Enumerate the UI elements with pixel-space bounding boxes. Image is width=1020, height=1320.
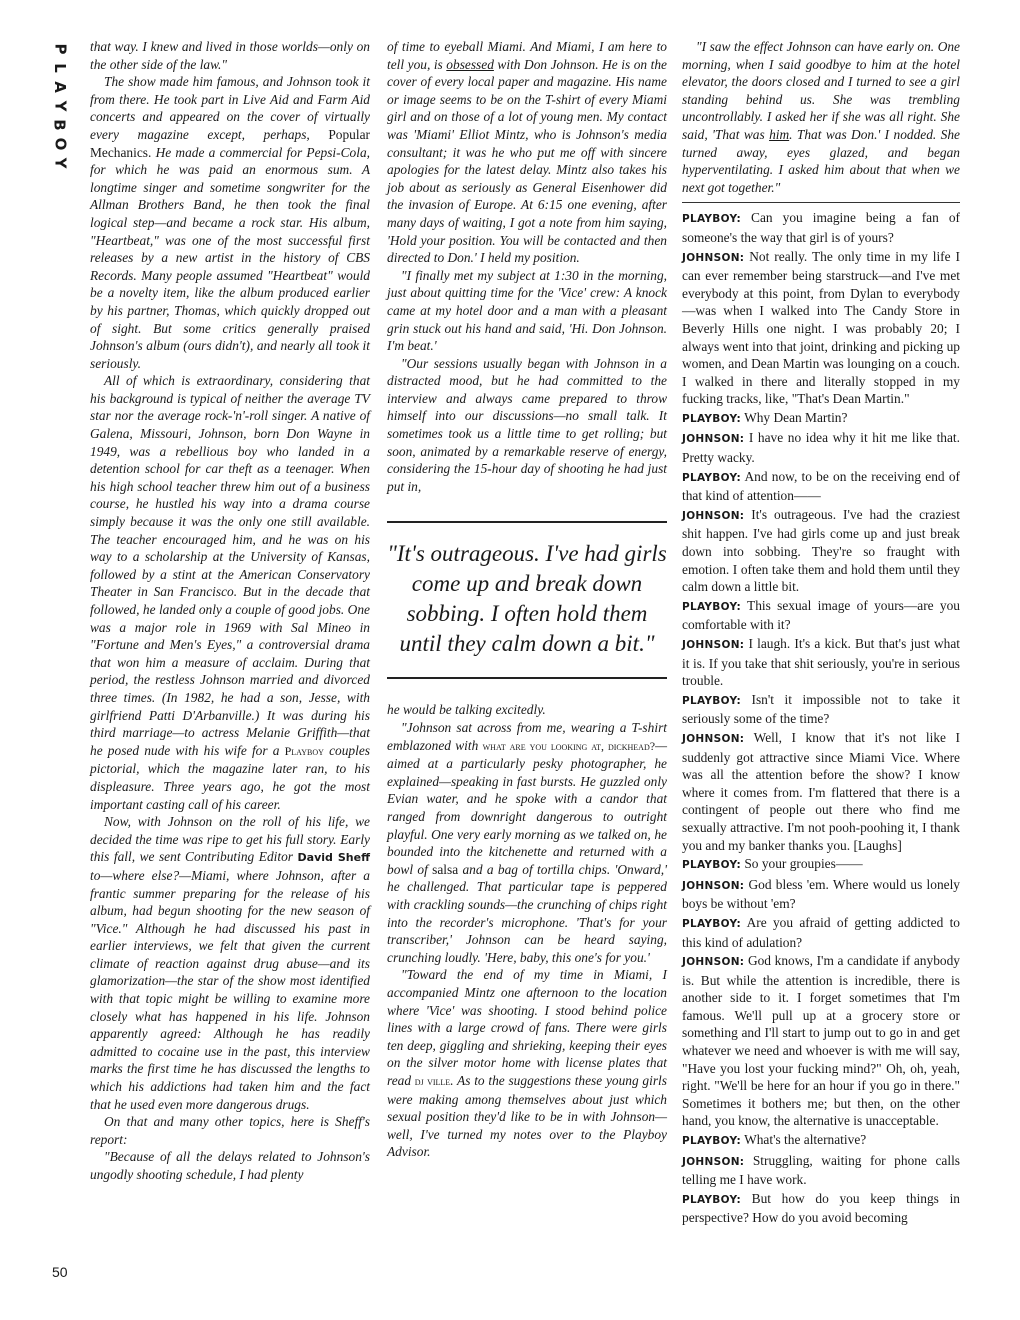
speaker-label: PLAYBOY: xyxy=(682,412,741,425)
speaker-text: This sexual image of yours—are you comfortable with it? xyxy=(682,597,960,633)
sidebar-letter: Y xyxy=(51,157,69,169)
interview-exchange xyxy=(682,409,960,429)
interview-exchange xyxy=(682,855,960,875)
text-span: "Johnson sat across from me, wearing a T-shirt emblazoned with xyxy=(387,720,667,753)
paragraph xyxy=(387,966,667,1161)
underlined-word: obsessed xyxy=(446,56,494,72)
speaker-label: PLAYBOY: xyxy=(682,917,741,930)
magazine-title: Popular Mechanics. xyxy=(90,126,370,160)
interview-exchange xyxy=(682,1190,960,1227)
interview-exchange xyxy=(682,876,960,913)
paragraph: "I finally met my subject at 1:30 in the morning, just about quitting time for the 'Vice' crew: A knock came at my hotel door and a man with a pleasant grin stuck out his hand and said, 'Hi. Don Johnson. I'm beat.' xyxy=(387,267,667,354)
speaker-label: JOHNSON: xyxy=(682,639,745,651)
paragraph: "Our sessions usually began with Johnson in a distracted mood, but he had committed to the interview and always came prepared to throw himself into our discussions—no small talk. It sometimes took us a little time to get rolling; but soon, animated by a remarkable reserve of energy, considering the 15-hour day of shooting he had just put in, xyxy=(387,355,667,494)
speaker-text: But how do you keep things in perspective? How do you avoid becoming xyxy=(682,1190,960,1226)
text-span: of time to eyeball Miami. And Miami, I am here to tell you, is xyxy=(387,39,667,72)
text-span: to—where else?—Miami, where Johnson, after a frantic summer preparing for the release of his album, had begun shooting for the new season of "Vice." Although he had discussed his past in earlier interviews, we felt that given the current climate of reaction against drug abuse—and its glamorization—the star of the show most identified with that topic might be willing to examine more closely what has happened in his life. Johnson apparently agreed: Although he has readily admitted to cocaine use in the past, this interview marks the first time he has discussed the lengths to which his addictions had taken him and the fact that he used even more dangerous drugs. xyxy=(90,867,370,1112)
speaker-label: PLAYBOY: xyxy=(682,213,741,226)
text-span: The show made him famous, and Johnson took it from there. He took part in Live Aid and Farm Aid concerts and appeared on the cover of virtually every magazine except, perhaps, xyxy=(90,74,370,142)
speaker-text: And now, to be on the receiving end of that kind of attention—— xyxy=(682,468,960,504)
page-number: 50 xyxy=(52,1264,68,1280)
paragraph: "Because of all the delays related to Johnson's ungodly shooting schedule, I had plenty xyxy=(90,1149,370,1182)
pull-quote: "It's outrageous. I've had girls come up and break down sobbing. I often hold them until they calm down a bit." xyxy=(387,521,667,679)
sidebar-letter: Y xyxy=(51,100,69,112)
speaker-text: God knows, I'm a candidate if anybody is. But while the attention is incredible, there is another side to it. I forget sometimes that I'm famous. We'll pull up at a grocery store or something and I'll start to jump out to go in and get whatever we need and whoever is with me will say, "Have you lost your fucking mind?" Oh, oh, yeah, right. "We'll be here for an hour if you go in there." Sometimes it bothers me; but then, on the other hand, you know, the alternative is unacceptable. xyxy=(682,953,960,1129)
interview-qa xyxy=(682,209,960,1227)
sidebar-letter: A xyxy=(50,81,69,93)
magazine-sidebar-title xyxy=(50,40,70,173)
paragraph: that way. I knew and lived in those worlds—only on the other side of the law." xyxy=(90,39,370,72)
paragraph xyxy=(90,73,370,372)
paragraph xyxy=(387,719,667,966)
speaker-label: JOHNSON: xyxy=(682,879,745,892)
interview-exchange xyxy=(682,691,960,728)
column-3 xyxy=(682,38,960,1228)
speaker-text: So your groupies—— xyxy=(744,856,863,872)
sidebar-letter: P xyxy=(51,43,69,55)
speaker-label: JOHNSON: xyxy=(682,251,745,264)
speaker-label: JOHNSON: xyxy=(682,433,745,446)
speaker-text: What's the alternative? xyxy=(744,1132,867,1148)
paragraph: On that and many other topics, here is Sheff's report: xyxy=(90,1114,370,1147)
interview-exchange xyxy=(682,1131,960,1151)
license-plate-text: dj ville xyxy=(414,1073,451,1088)
speaker-text: I laugh. It's a kick. But that's just what it is. If you take that shit seriously, you're in serious trouble. xyxy=(682,636,960,689)
sidebar-letter: L xyxy=(51,63,69,73)
speaker-label: JOHNSON: xyxy=(682,732,745,745)
interview-exchange xyxy=(682,729,960,854)
column-1 xyxy=(90,38,370,1184)
interview-exchange xyxy=(682,1152,960,1189)
speaker-label: JOHNSON: xyxy=(682,956,745,969)
text-span: and a bag of tortilla chips. 'Onward,' he challenged. That particular tape is peppered with crackling sounds—the crunching of chips right into the recorder's microphone. 'That's for your transcriber,' Johnson can be heard saying, crunching loudly. 'Here, baby, this one's for you.' xyxy=(387,861,667,965)
underlined-word: him xyxy=(769,126,790,142)
speaker-text: Well, I know that it's not like I suddenly got attractive since Miami Vice. Where was all the attention before the show? I know where it comes from. I'm flattered that there is a contingent of people out there who find me sexually attractive. I'm not pooh-poohing it, I thank you and my banker thanks you. [Laughs] xyxy=(682,729,960,853)
interview-exchange xyxy=(682,248,960,408)
text-span: "Toward the end of my time in Miami, I accompanied Mintz one afternoon to the location where 'Vice' was shooting. I stood behind police lines with a large crowd of fans. There were girls ten deep, giggling and shrieking, keeping their eyes on the silver motor home with license plates that read xyxy=(387,967,667,1088)
speaker-text: Are you afraid of getting addicted to this kind of adulation? xyxy=(682,914,960,950)
speaker-label: JOHNSON: xyxy=(682,1155,745,1168)
text-span: He made a commercial for Pepsi-Cola, for which he was paid an enormous sum. A longtime singer and sometime songwriter for the Allman Brothers Band, he then took the final logical step—and became a rock star. His album, "Heartbeat," was one of the most successful first releases by a new artist in the history of CBS Records. Many people assumed "Heartbeat" would be a novelty item, like the album produced earlier by his partner, Thomas, which quickly dropped out of sight. But some critics generally praised Johnson's album (ours didn't), and nearly all took it seriously. xyxy=(90,144,370,371)
speaker-text: Can you imagine being a fan of someone's the way that girl is of yours? xyxy=(682,210,960,245)
text-span: . As to the suggestions these young girls were making among themselves about just which sexual position they'd like to be in with Johnson—well, I've turned my notes over to the Playboy Advisor. xyxy=(387,1072,667,1160)
speaker-text: Not really. The only time in my life I can ever remember being starstruck—and I've met everybody at this point, from Dylan to everybody—was when I walked into The Candy Store in Beverly Hills one night. I was probably 20; I always went into that joint, drinking and picking up women, and Dean Martin was lounging on a couch. I walked in there and literally stopped in my fucking tracks, like, "That's Dean Martin." xyxy=(682,248,960,407)
speaker-label: PLAYBOY: xyxy=(682,694,741,707)
paragraph xyxy=(387,38,667,267)
text-span: All of which is extraordinary, considering that his background is typical of neither the average TV star nor the average rock-'n'-roll singer. A native of Galena, Missouri, Johnson, born Don Wayne in 1949, was a rebellious boy who landed in a detention school for car theft as a teenager. When his high school teacher threw him out of a business course, he hustled his way into a drama course simply because it was the only one still available. The teacher encouraged him, and he was on his way to a scholarship at the University of Kansas, followed by a stint at the American Conservatory Theater in San Francisco. But in the decade that followed, he landed only a couple of good jobs. One was a major role in 1969 with Sal Mineo in "Fortune and Men's Eyes," a controversial drama that won him a measure of acclaim. During that period, the restless Johnson married and divorced three times. (In 1982, he had a son, Jesse, with girlfriend Patti D'Arbanville.) It was during his third marriage—to actress Melanie Griffith—that he posed nude with his wife for a xyxy=(90,373,370,758)
text-span: couples pictorial, which the magazine later ran, to his displeasure. Three years ago, he got the most important casting call of his career. xyxy=(90,742,370,812)
speaker-label: PLAYBOY: xyxy=(682,471,741,484)
paragraph xyxy=(682,38,960,196)
sidebar-letter: B xyxy=(51,119,69,131)
speaker-text: I have no idea why it hit me like that. Pretty wacky. xyxy=(682,430,960,466)
tshirt-slogan: what are you looking at, dickhead? xyxy=(482,738,656,753)
interview-exchange xyxy=(682,914,960,951)
interview-exchange xyxy=(682,597,960,634)
text-span: "I saw the effect Johnson can have early on. One morning, when I said goodbye to him at the hotel elevator, the doors closed and I turned to see a girl standing behind us. She was trembling uncontrollably. I asked her if she was all right. She said, 'That was xyxy=(682,39,960,142)
editor-name: David Sheff xyxy=(297,851,371,865)
speaker-text: It's outrageous. I've had the craziest shit happen. I've had girls come up and just break down into sobbing. They're so fraught with emotion. I often take them and hold them until they calm down a little bit. xyxy=(682,506,960,595)
text-span: Now, with Johnson on the roll of his life, we decided the time was ripe to get his full story. Early this fall, we sent Contributing Editor xyxy=(90,814,370,865)
magazine-name: Playboy xyxy=(284,743,324,758)
sidebar-letter: O xyxy=(50,137,69,151)
interview-exchange xyxy=(682,468,960,505)
speaker-label: PLAYBOY: xyxy=(682,1193,741,1206)
text-span: —aimed at a particularly pesky photographer, he explained—speaking in fast bursts. He guzzled only Evian water, and he spoke with a candor that ranged from downright dangerous to outright playful. One very early morning as we talked on, he bounded into the kitchenette and returned with a bowl of xyxy=(387,737,667,877)
speaker-text: God bless 'em. Where would us lonely boys be without 'em? xyxy=(682,876,960,912)
speaker-label: PLAYBOY: xyxy=(682,859,741,872)
interview-exchange xyxy=(682,209,960,246)
text-span: salsa xyxy=(432,861,459,877)
interview-exchange xyxy=(682,429,960,466)
interview-exchange xyxy=(682,506,960,596)
text-span: with Don Johnson. He is on the cover of every local paper and magazine. His name or image seems to be on the T-shirt of every Miami girl and on those of a lot of young men. My contact was 'Miami' Elliot Mintz, who is Johnson's media consultant; it was he who put me off with sincere apologies for the latest delay. Mintz also takes his job about as seriously as General Eisenhower did the invasion of Europe. At 6:15 one evening, after many days of waiting, I got a note from him saying, 'Hold your position. You will be contacted and then directed to Don.' I held my position. xyxy=(387,56,667,266)
text-span: . That was Don.' I nodded. She turned away, eyes glazed, and began hyperventilating. I asked him about that when we next got together." xyxy=(682,126,960,195)
speaker-label: PLAYBOY: xyxy=(682,600,741,613)
paragraph: he would be talking excitedly. xyxy=(387,702,546,718)
paragraph xyxy=(90,372,370,813)
interview-exchange xyxy=(682,635,960,690)
speaker-text: Isn't it impossible not to take it seriously some of the time? xyxy=(682,691,960,727)
paragraph xyxy=(90,813,370,1113)
speaker-text: Why Dean Martin? xyxy=(744,409,848,425)
column-2 xyxy=(387,38,667,1161)
interview-exchange xyxy=(682,952,960,1130)
speaker-text: Struggling, waiting for phone calls telling me I have work. xyxy=(682,1152,960,1188)
speaker-label: PLAYBOY: xyxy=(682,1135,741,1148)
divider xyxy=(682,202,960,203)
speaker-label: JOHNSON: xyxy=(682,509,745,522)
